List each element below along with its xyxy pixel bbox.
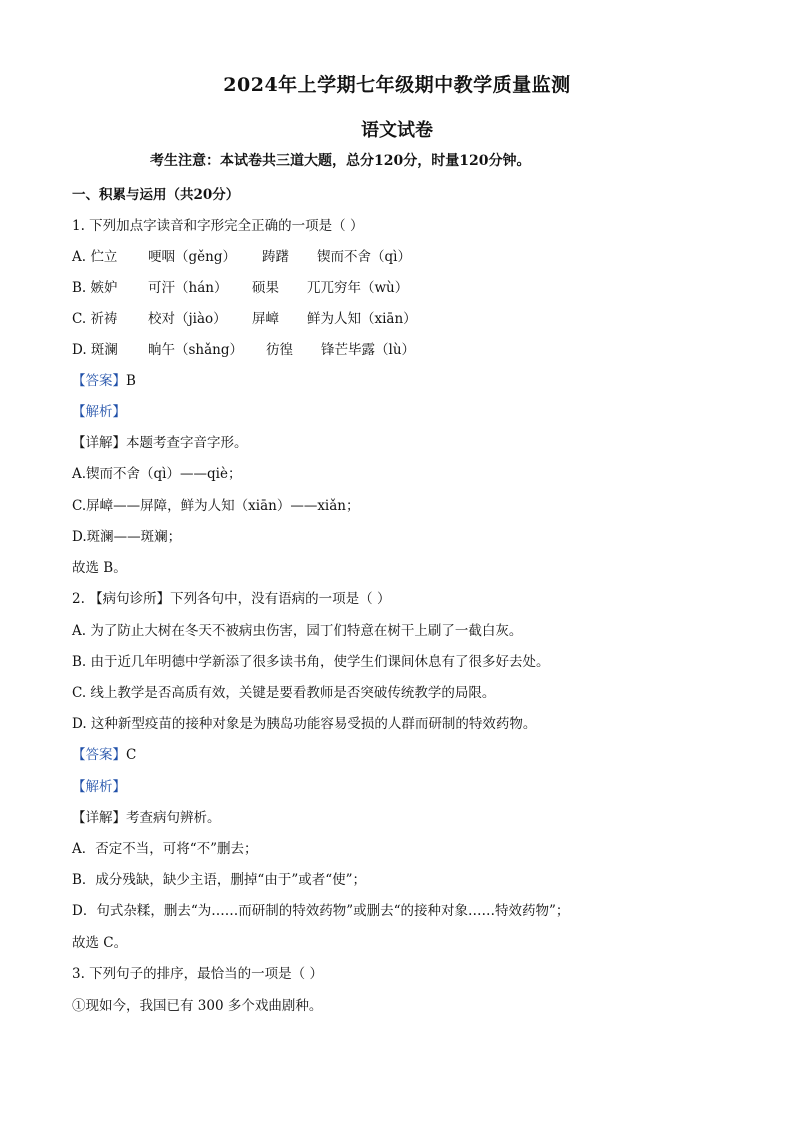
question-1-explanation-line: 故选 B。: [72, 560, 127, 576]
question-1-option-c: C. 祈祷 校对（jiào） 屏嶂 鲜为人知（xiān）: [72, 311, 417, 327]
exam-notice: 考生注意：本试卷共三道大题，总分120分，时量120分钟。: [150, 153, 531, 169]
question-2-explanation-line: A．否定不当，可将“不”删去；: [72, 841, 258, 857]
question-1-explanation-line: A.锲而不舍（qì）——qiè；: [72, 466, 242, 482]
question-2-explanation-line: 故选 C。: [72, 935, 128, 951]
question-2-option-a: A. 为了防止大树在冬天不被病虫伤害，园丁们特意在树干上刷了一截白灰。: [72, 623, 523, 639]
question-1-explanation-line: D.斑澜——斑斓；: [72, 529, 182, 545]
question-1-detail: 【详解】本题考查字音字形。: [72, 435, 248, 451]
page-title: 2024年上学期七年级期中教学质量监测: [223, 74, 571, 96]
question-1-option-d: D. 斑澜 晌午（shǎng） 彷徨 锋芒毕露（lù）: [72, 342, 416, 358]
question-1-answer: 【答案】B: [72, 373, 136, 389]
question-1-option-b: B. 嫉妒 可汗（hán） 硕果 兀兀穷年（wù）: [72, 280, 409, 296]
question-2-option-d: D. 这种新型疫苗的接种对象是为胰岛功能容易受损的人群而研制的特效药物。: [72, 716, 537, 732]
question-2-stem: 2. 【病句诊所】下列各句中，没有语病的一项是（ ）: [72, 591, 391, 607]
question-3-sentence: ①现如今，我国已有 300 多个戏曲剧种。: [72, 998, 323, 1014]
question-2-explanation-line: D．句式杂糅，删去“为……而研制的特效药物”或删去“的接种对象……特效药物”；: [72, 903, 570, 919]
question-1-explanation-line: C.屏嶂——屏障，鲜为人知（xiān）——xiǎn；: [72, 498, 360, 514]
question-1-analysis-tag: 【解析】: [72, 404, 126, 420]
question-2-analysis-tag: 【解析】: [72, 779, 126, 795]
question-2-explanation-line: B．成分残缺，缺少主语，删掉“由于”或者“使”；: [72, 872, 367, 888]
question-2-option-c: C. 线上教学是否高质有效，关键是要看教师是否突破传统教学的局限。: [72, 685, 496, 701]
page-subtitle: 语文试卷: [361, 120, 433, 141]
question-1-option-a: A. 伫立 哽咽（gěng） 踌躇 锲而不舍（qì）: [72, 249, 411, 265]
question-2-answer: 【答案】C: [72, 747, 137, 763]
question-3-stem: 3. 下列句子的排序，最恰当的一项是（ ）: [72, 966, 323, 982]
question-2-detail: 【详解】考查病句辨析。: [72, 810, 221, 826]
question-1-stem: 1. 下列加点字读音和字形完全正确的一项是（ ）: [72, 218, 364, 234]
section-heading: 一、积累与运用（共20分）: [72, 187, 240, 203]
question-2-option-b: B. 由于近几年明德中学新添了很多读书角，使学生们课间休息有了很多好去处。: [72, 654, 550, 670]
